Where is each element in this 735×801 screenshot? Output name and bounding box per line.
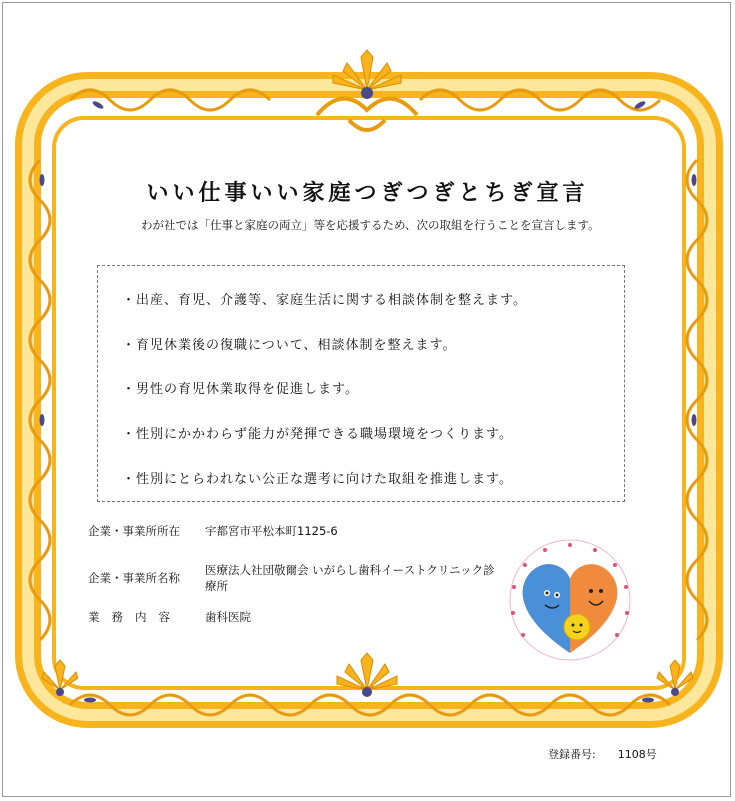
address-label: 企業・事業所所在	[88, 524, 180, 538]
intro-text: わが社では「仕事と家庭の両立」等を応援するため、次の取組を行うことを宣言します。	[141, 218, 600, 232]
declaration-item: ・男性の育児休業取得を促進します。	[122, 382, 359, 397]
declaration-item: ・出産、育児、介護等、家庭生活に関する相談体制を整えます。	[122, 293, 527, 308]
business-value: 歯科医院	[205, 610, 251, 624]
declaration-item: ・性別にとらわれない公正な選考に向けた取組を推進します。	[122, 472, 513, 487]
registration-label: 登録番号:	[548, 748, 596, 761]
address-value: 宇都宮市平松本町1125-6	[205, 524, 338, 538]
declaration-item: ・育児休業後の復職について、相談体制を整えます。	[122, 338, 457, 353]
company-name-value: 医療法人社団敬爾会 いがらし歯科イーストクリニック診療所	[205, 563, 495, 593]
business-label: 業務内容	[88, 610, 182, 624]
campaign-logo	[495, 535, 645, 665]
declaration-item: ・性別にかかわらず能力が発揮できる職場環境をつくります。	[122, 427, 513, 442]
registration-number	[548, 746, 657, 762]
company-name-label: 企業・事業所名称	[88, 571, 180, 585]
registration-value: 1108号	[617, 748, 657, 761]
page-title: いい仕事いい家庭つぎつぎとちぎ宣言	[146, 180, 589, 206]
